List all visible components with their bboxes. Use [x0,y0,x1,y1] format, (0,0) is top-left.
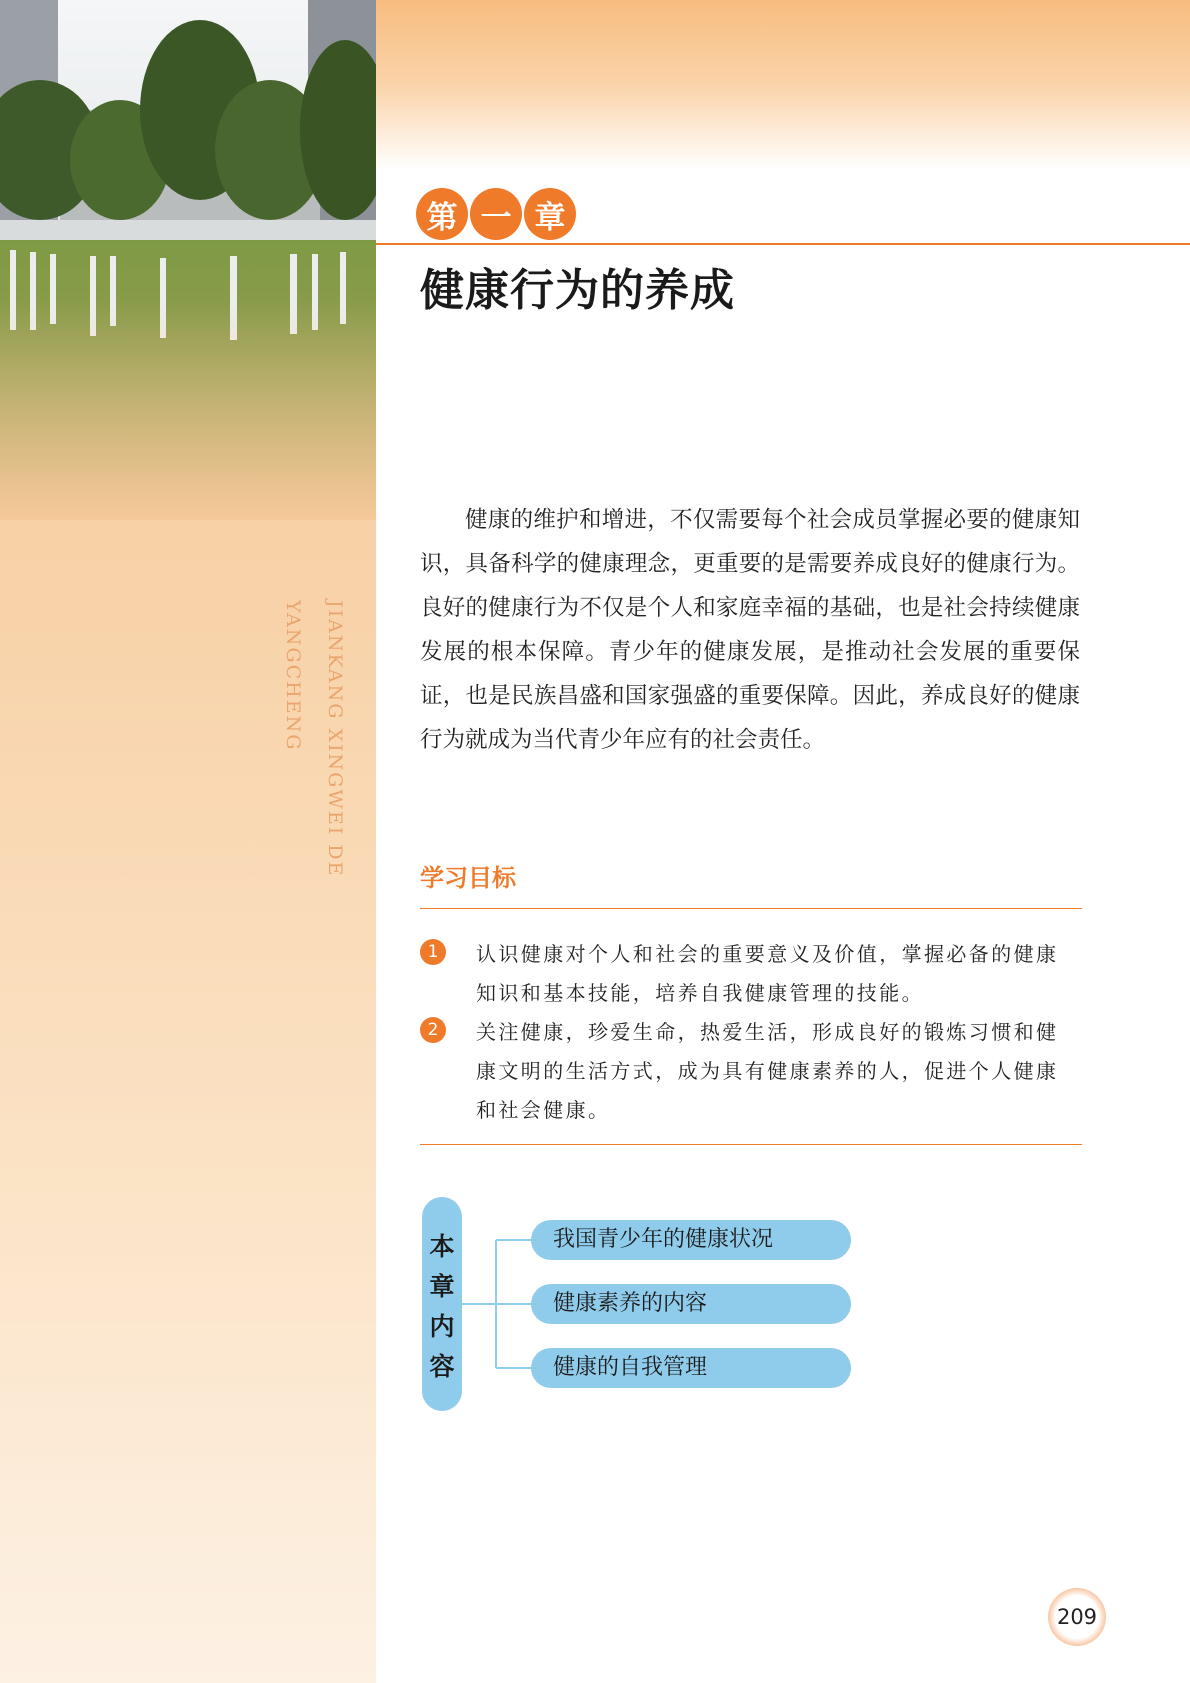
chapter-title-pinyin [272,600,356,877]
goal-number-badge: 2 [420,1017,446,1043]
learning-goals-heading: 学习目标 [420,864,516,892]
pinyin-line-1: JIANKANG XINGWEI DE [324,600,346,878]
left-decorative-column [0,0,376,1683]
goal-number-badge: 1 [420,939,446,965]
page-number: 209 [1048,1588,1106,1646]
chapter-label-char: 第 [416,188,468,240]
contents-label-char: 章 [429,1272,455,1301]
goal-item [420,1013,1080,1133]
goals-bottom-rule [420,1144,1082,1145]
chapter-contents-label [422,1197,462,1411]
pinyin-line-2: YANGCHENG [282,600,304,752]
top-gradient-band [376,0,1190,170]
chapter-divider [376,243,1190,245]
contents-label-char: 内 [429,1312,455,1341]
chapter-label-char: 一 [470,188,522,240]
contents-topic-3: 健康的自我管理 [531,1348,851,1388]
goals-top-rule [420,908,1082,909]
goal-text: 认识健康对个人和社会的重要意义及价值，掌握必备的健康知识和基本技能，培养自我健康管理的技能。 [476,942,1059,1005]
chapter-title: 健康行为的养成 [420,265,735,316]
chapter-label-char: 章 [524,188,576,240]
campus-exercise-photo [0,0,376,520]
contents-topic-2: 健康素养的内容 [531,1284,851,1324]
goal-item [420,935,1080,1015]
chapter-label [416,188,576,240]
goal-text: 关注健康，珍爱生命，热爱生活，形成良好的锻炼习惯和健康文明的生活方式，成为具有健康素养的人，促进个人健康和社会健康。 [476,1020,1059,1122]
intro-paragraph: 健康的维护和增进，不仅需要每个社会成员掌握必要的健康知识，具备科学的健康理念，更重要的是需要养成良好的健康行为。良好的健康行为不仅是个人和家庭幸福的基础，也是社会持续健康发展的根本保障。青少年的健康发展，是推动社会发展的重要保证，也是民族昌盛和国家强盛的重要保障。因此，养成良好的健康行为就成为当代青少年应有的社会责任。 [420,507,1080,753]
contents-label-char: 容 [429,1352,455,1381]
contents-connector-lines [462,1230,542,1370]
contents-label-char: 本 [429,1232,455,1261]
contents-topic-1: 我国青少年的健康状况 [531,1220,851,1260]
